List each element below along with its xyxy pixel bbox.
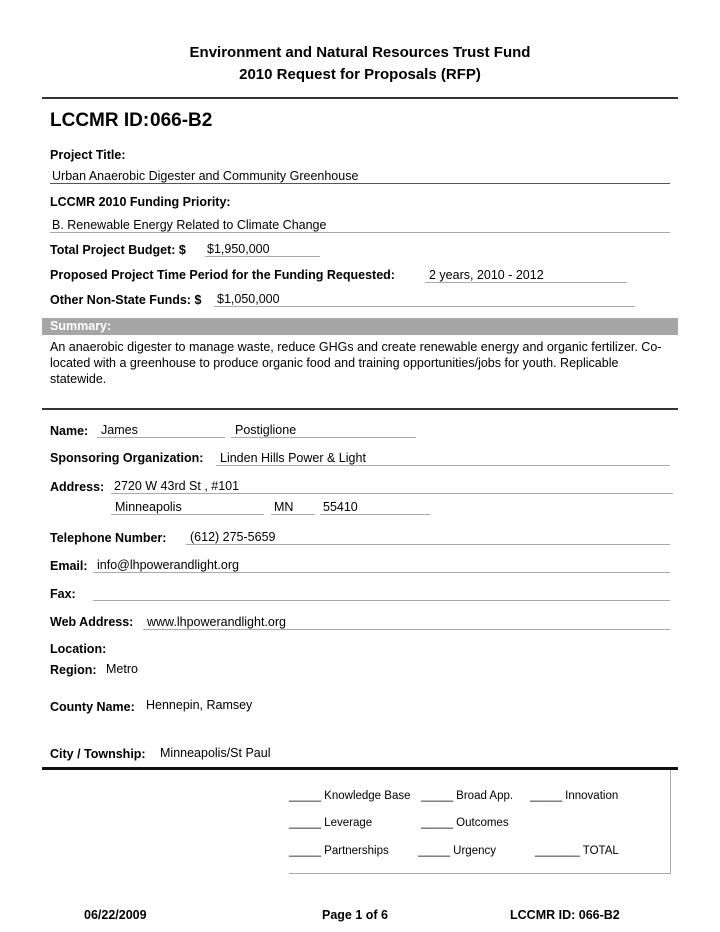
score-broad-app: _____ Broad App.: [421, 790, 514, 802]
location-rule: [42, 767, 678, 770]
summary-header: Summary:: [42, 318, 678, 335]
funding-priority-value: B. Renewable Energy Related to Climate Change: [52, 218, 327, 232]
fax-label: Fax:: [50, 587, 76, 601]
zip-underline: [320, 514, 430, 515]
score-innovation: _____ Innovation: [530, 790, 619, 802]
time-period-value: 2 years, 2010 - 2012: [429, 268, 544, 282]
sponsoring-org-underline: [216, 465, 670, 466]
score-urgency: _____ Urgency: [418, 845, 496, 857]
footer-lccmr-id: LCCMR ID: 066-B2: [510, 908, 620, 922]
nonstate-funds-label: Other Non-State Funds: $: [50, 293, 202, 307]
scoring-box-bottom-border: [289, 873, 671, 874]
email-value: info@lhpowerandlight.org: [97, 558, 239, 572]
score-outcomes: _____ Outcomes: [421, 817, 509, 829]
time-period-label: Proposed Project Time Period for the Funding Requested:: [50, 268, 395, 282]
project-title-underline: [50, 183, 670, 184]
header-rule: [42, 97, 678, 99]
funding-priority-label: LCCMR 2010 Funding Priority:: [50, 195, 231, 209]
lccmr-id-label: LCCMR ID:: [50, 110, 150, 131]
summary-rule: [42, 408, 678, 410]
score-knowledge-base: _____ Knowledge Base: [289, 790, 411, 802]
region-value: Metro: [106, 662, 138, 676]
name-label: Name:: [50, 424, 89, 438]
nonstate-funds-value: $1,050,000: [217, 292, 280, 306]
footer-date: 06/22/2009: [84, 908, 147, 922]
sponsoring-org-label: Sponsoring Organization:: [50, 451, 204, 465]
score-partnerships: _____ Partnerships: [289, 845, 389, 857]
project-title-value: Urban Anaerobic Digester and Community Greenhouse: [52, 169, 359, 183]
last-name-value: Postiglione: [235, 423, 297, 437]
email-label: Email:: [50, 559, 88, 573]
state-value: MN: [274, 500, 294, 514]
city-underline: [111, 514, 264, 515]
funding-priority-underline: [50, 232, 670, 233]
web-address-underline: [143, 629, 670, 630]
county-label: County Name:: [50, 700, 135, 714]
sponsoring-org-value: Linden Hills Power & Light: [220, 451, 366, 465]
address-label: Address:: [50, 480, 105, 494]
first-name-underline: [97, 437, 225, 438]
location-label: Location:: [50, 642, 107, 656]
state-underline: [271, 514, 315, 515]
budget-label: Total Project Budget: $: [50, 243, 186, 257]
lccmr-id-value: 066-B2: [150, 110, 213, 131]
fax-underline: [93, 600, 670, 601]
last-name-underline: [231, 437, 416, 438]
telephone-value: (612) 275-5659: [190, 530, 276, 544]
region-label: Region:: [50, 663, 97, 677]
summary-text: An anaerobic digester to manage waste, reduce GHGs and create renewable energy and organic fertilizer. Co-located with a greenhouse to produce organic food and training opportunities/jobs for youth. Replicable statewide.: [50, 340, 662, 386]
budget-underline: [205, 256, 320, 257]
web-address-value: www.lhpowerandlight.org: [147, 615, 286, 629]
county-value: Hennepin, Ramsey: [146, 698, 253, 712]
city-township-value: Minneapolis/St Paul: [160, 746, 271, 760]
header-subtitle: 2010 Request for Proposals (RFP): [239, 66, 481, 83]
city-township-label: City / Township:: [50, 747, 146, 761]
email-underline: [93, 572, 670, 573]
web-address-label: Web Address:: [50, 615, 134, 629]
nonstate-funds-underline: [214, 306, 635, 307]
score-total: _______ TOTAL: [535, 845, 619, 857]
first-name-value: James: [101, 423, 138, 437]
budget-value: $1,950,000: [207, 242, 270, 256]
scoring-box-right-border: [670, 770, 671, 874]
street-value: 2720 W 43rd St , #101: [114, 479, 240, 493]
project-title-label: Project Title:: [50, 148, 126, 162]
footer-page-number: Page 1 of 6: [322, 908, 388, 922]
telephone-underline: [186, 544, 670, 545]
zip-value: 55410: [323, 500, 358, 514]
telephone-label: Telephone Number:: [50, 531, 167, 545]
city-value: Minneapolis: [115, 500, 182, 514]
time-period-underline: [425, 282, 627, 283]
street-underline: [111, 493, 673, 494]
header-title: Environment and Natural Resources Trust Fund: [189, 44, 531, 61]
score-leverage: _____ Leverage: [289, 817, 373, 829]
